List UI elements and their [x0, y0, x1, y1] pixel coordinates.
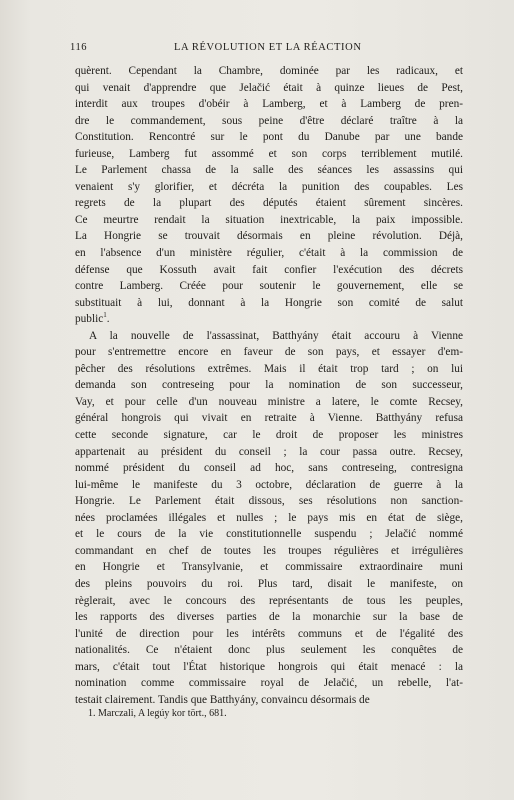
paragraph — [75, 63, 463, 328]
text-line: dre le commandement, sous peine d'être déclaré traître à la — [75, 114, 463, 127]
text-line: Constitution. Rencontré sur le pont du Danube par une bande — [75, 131, 463, 144]
text-line: interdit aux troupes d'obéir à Lamberg, et à Lamberg de pren- — [75, 98, 463, 111]
text-line: lui-même le manifeste du 3 octobre, déclaration de guerre à la — [75, 478, 463, 491]
text-line: nées proclamées illégales et nulles ; le pays mis en état de siège, — [75, 511, 463, 524]
text-line: quèrent. Cependant la Chambre, dominée par les radicaux, et — [75, 65, 463, 77]
text-line: règlerait, avec le concours des représentants de tous les peuples, — [75, 594, 463, 607]
text-line: défense que Kossuth avait fait confier l'exécution des décrets — [75, 263, 463, 276]
text-line: regrets de la plupart des députés étaient sûrement sincères. — [75, 197, 463, 210]
text-line: pour s'entremettre encore en faveur de son pays, et essayer d'em- — [75, 346, 463, 359]
paragraph — [75, 328, 463, 709]
page-header — [70, 42, 463, 56]
text-line: et le cours de la vie constitutionnelle suspendu ; Jelačić nommé — [75, 528, 463, 541]
text-line: les rapports des diverses parties de la monarchie sur la base de — [75, 611, 463, 624]
text-line: contre Lamberg. Créée pour soutenir le gouvernement, elle se — [75, 280, 463, 293]
text-line: venaient s'y glorifier, et décréta la punition des coupables. Les — [75, 180, 463, 193]
text-line: Vay, et pour celle d'un nouveau ministre a latere, le comte Recsey, — [75, 395, 463, 408]
running-title: LA RÉVOLUTION ET LA RÉACTION — [174, 42, 362, 53]
text-line: en Hongrie et Transylvanie, et commissaire extraordinaire muni — [75, 561, 463, 574]
text-line: A la nouvelle de l'assassinat, Batthyány était accouru à Vienne — [89, 329, 463, 342]
text-line: pêcher des résolutions extrêmes. Mais il était trop tard ; on lui — [75, 362, 463, 375]
text-line: général hongrois qui vivait en retraite à Vienne. Batthyány refusa — [75, 412, 463, 425]
body-text — [75, 63, 463, 708]
footnote-reference: 1 — [103, 311, 107, 320]
text-line: l'unité de direction pour les intérêts communs et de l'égalité des — [75, 627, 463, 640]
text-line: Le Parlement chassa de la salle des séances les assassins qui — [75, 164, 463, 177]
sentence-end: . — [106, 313, 110, 326]
text-line: des pleins pouvoirs du roi. Plus tard, disait le manifeste, on — [75, 577, 463, 590]
text-line: furieuse, Lamberg fut assommé et son corps terriblement mutilé. — [75, 147, 463, 160]
text-line: qui venait d'apprendre que Jelačić était à quinze lieues de Pest, — [75, 81, 463, 94]
text-line: en l'absence d'un ministère régulier, c'était à la commission de — [75, 247, 463, 260]
text-line: demanda son contreseing pour la nomination de son successeur, — [75, 379, 463, 392]
text-line: testait clairement. Tandis que Batthyány, convaincu désormais de — [75, 693, 370, 706]
text-line: mars, c'était tout l'État historique hongrois qui était menacé : la — [75, 660, 463, 673]
text-line: commandant en chef de toutes les troupes régulières et irrégulières — [75, 544, 463, 557]
text-line: nomination comme commissaire royal de Jelačić, un rebelle, l'at- — [75, 677, 463, 690]
text-line: La Hongrie se trouvait désormais en pleine révolution. Déjà, — [75, 230, 463, 243]
text-line: cette seconde signature, car le droit de proposer les ministres — [75, 429, 463, 442]
text-line: public$^1$. — [75, 311, 110, 326]
page-number: 116 — [70, 42, 88, 53]
text-line: nommé président du conseil ad hoc, sans contreseing, contresigna — [75, 462, 463, 475]
text-line: appartenait au président du conseil ; la cour passa outre. Recsey, — [75, 445, 463, 458]
footnote: 1. Marczali, A legúy kor tört., 681. — [88, 708, 227, 719]
text-line: Ce meurtre rendait la situation inextricable, la paix impossible. — [75, 213, 463, 226]
text-line: substituait à lui, donnant à la Hongrie son comité de salut — [75, 296, 463, 309]
text-line: Hongrie. Le Parlement était dissous, ses résolutions non sanction- — [75, 495, 463, 508]
text-line: nationalités. Ce n'étaient donc plus seulement les conquêtes de — [75, 644, 463, 657]
